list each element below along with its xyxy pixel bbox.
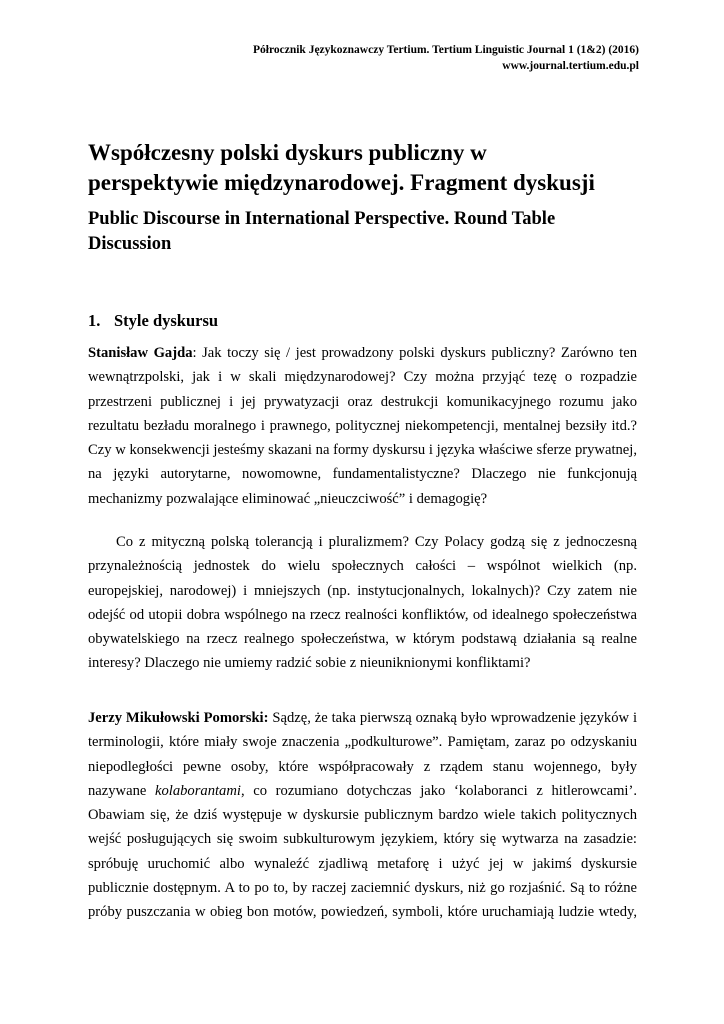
section-title: Style dyskursu xyxy=(114,311,219,330)
paragraph-1 xyxy=(88,341,637,511)
paragraph-line: spróbuję uruchomić albo wynaleźć zjadliwą metaforę i użyć jej w jakimś dyskursie xyxy=(88,855,637,872)
paragraph-line: mechanizmy pozwalające eliminować „nieuczciwość” i demagogię? xyxy=(88,490,488,507)
paragraph-line: wejść posługujących się swoim subkulturowym językiem, który się wytwarza na zasadzie: xyxy=(88,831,637,848)
paragraph-3 xyxy=(88,706,637,925)
speaker-name: Stanisław Gajda xyxy=(88,345,193,361)
paragraph-line xyxy=(88,779,637,803)
paragraph-line xyxy=(88,706,637,730)
paragraph-line: publicznie dostępnym. A to po to, by raczej zaciemnić dyskurs, niż go rozjaśnić. Są to różne xyxy=(88,880,637,897)
paragraph-text: nazywane xyxy=(88,782,155,799)
article-title xyxy=(88,138,648,198)
paragraph-line: terminologii, które miały swoje znaczenia „podkulturowe”. Pamiętam, zaraz po odzyskaniu xyxy=(88,734,637,751)
subtitle-line-1: Public Discourse in International Perspective. Round Table xyxy=(88,209,556,229)
paragraph-line: Obawiam się, że dziś występuje w dyskursie publicznym bardzo wiele takich politycznych xyxy=(88,807,637,824)
paragraph-line: rezultatu bezładu moralnego i prawnego, politycznej niekompetencji, mentalnej bezsiły itd.? xyxy=(88,417,637,434)
paragraph-text: , co rozumiano dotychczas jako ‘kolaboranci z hitlerowcami’. xyxy=(240,782,637,799)
running-header xyxy=(253,42,639,74)
paragraph-text: Sądzę, że taka pierwszą oznaką było wprowadzenie języków i xyxy=(268,710,638,726)
italic-term: kolaborantami xyxy=(155,782,241,799)
paragraph-line xyxy=(88,341,637,365)
paragraph-text: : Jak toczy się / jest prowadzony polski dyskurs publiczny? Zarówno ten xyxy=(192,345,637,361)
paragraph-line: Czy w konsekwencji jesteśmy skazani na formy dyskursu i języka właściwe sferze prywatnej, xyxy=(88,442,637,459)
paragraph-line: na języki autorytarne, nowomowne, fundamentalistyczne? Dlaczego nie funkcjonują xyxy=(88,466,637,483)
paragraph-line: odejść od utopii dobra wspólnego na rzecz realności konfliktów, od idealnego społeczeństwa xyxy=(88,606,637,623)
title-line-2: perspektywie międzynarodowej. Fragment dyskusji xyxy=(88,170,595,195)
article-subtitle xyxy=(88,207,648,257)
paragraph-line: przestrzeni publicznej i jej prywatyzacji oraz destrukcji komunikacyjnego rozumu jako xyxy=(88,393,637,410)
journal-name: Półrocznik Językoznawczy Tertium. Tertium Linguistic Journal 1 (1&2) (2016) xyxy=(253,44,639,56)
section-heading xyxy=(88,310,648,332)
paragraph-line: niepodległości pewne osoby, które współpracowały z rządem stanu wojennego, były xyxy=(88,758,637,775)
title-line-1: Współczesny polski dyskurs publiczny w xyxy=(88,140,487,165)
section-number: 1. xyxy=(88,311,101,330)
journal-url[interactable]: www.journal.tertium.edu.pl xyxy=(502,60,639,72)
paragraph-line: próby puszczania w obieg bon motów, powiedzeń, symboli, które uruchamiają ludzie wtedy, xyxy=(88,904,637,921)
paragraph-2 xyxy=(88,530,637,676)
subtitle-line-2: Discussion xyxy=(88,234,172,254)
paragraph-line: europejskiej, narodowej) i mniejszych (np. instytucjonalnych, lokalnych)? Czy zatem nie xyxy=(88,582,637,599)
paragraph-line: interesy? Dlaczego nie umiemy radzić sobie z nieuniknionymi konfliktami? xyxy=(88,655,531,672)
paragraph-line: wewnątrzpolski, jak i w skali międzynarodowej? Czy można przyjąć tezę o rozpadzie xyxy=(88,369,637,386)
paragraph-line: Co z mityczną polską tolerancją i pluralizmem? Czy Polacy godzą się z jednoczesną xyxy=(116,534,637,550)
paragraph-line: obywatelskiego na rzecz realnego społeczeństwa, w którym podstawą działania są realne xyxy=(88,631,637,648)
paragraph-line: przynależnością jednostek do wielu społecznych całości – wspólnot wielkich (np. xyxy=(88,558,637,575)
speaker-name: Jerzy Mikułowski Pomorski: xyxy=(88,710,269,726)
